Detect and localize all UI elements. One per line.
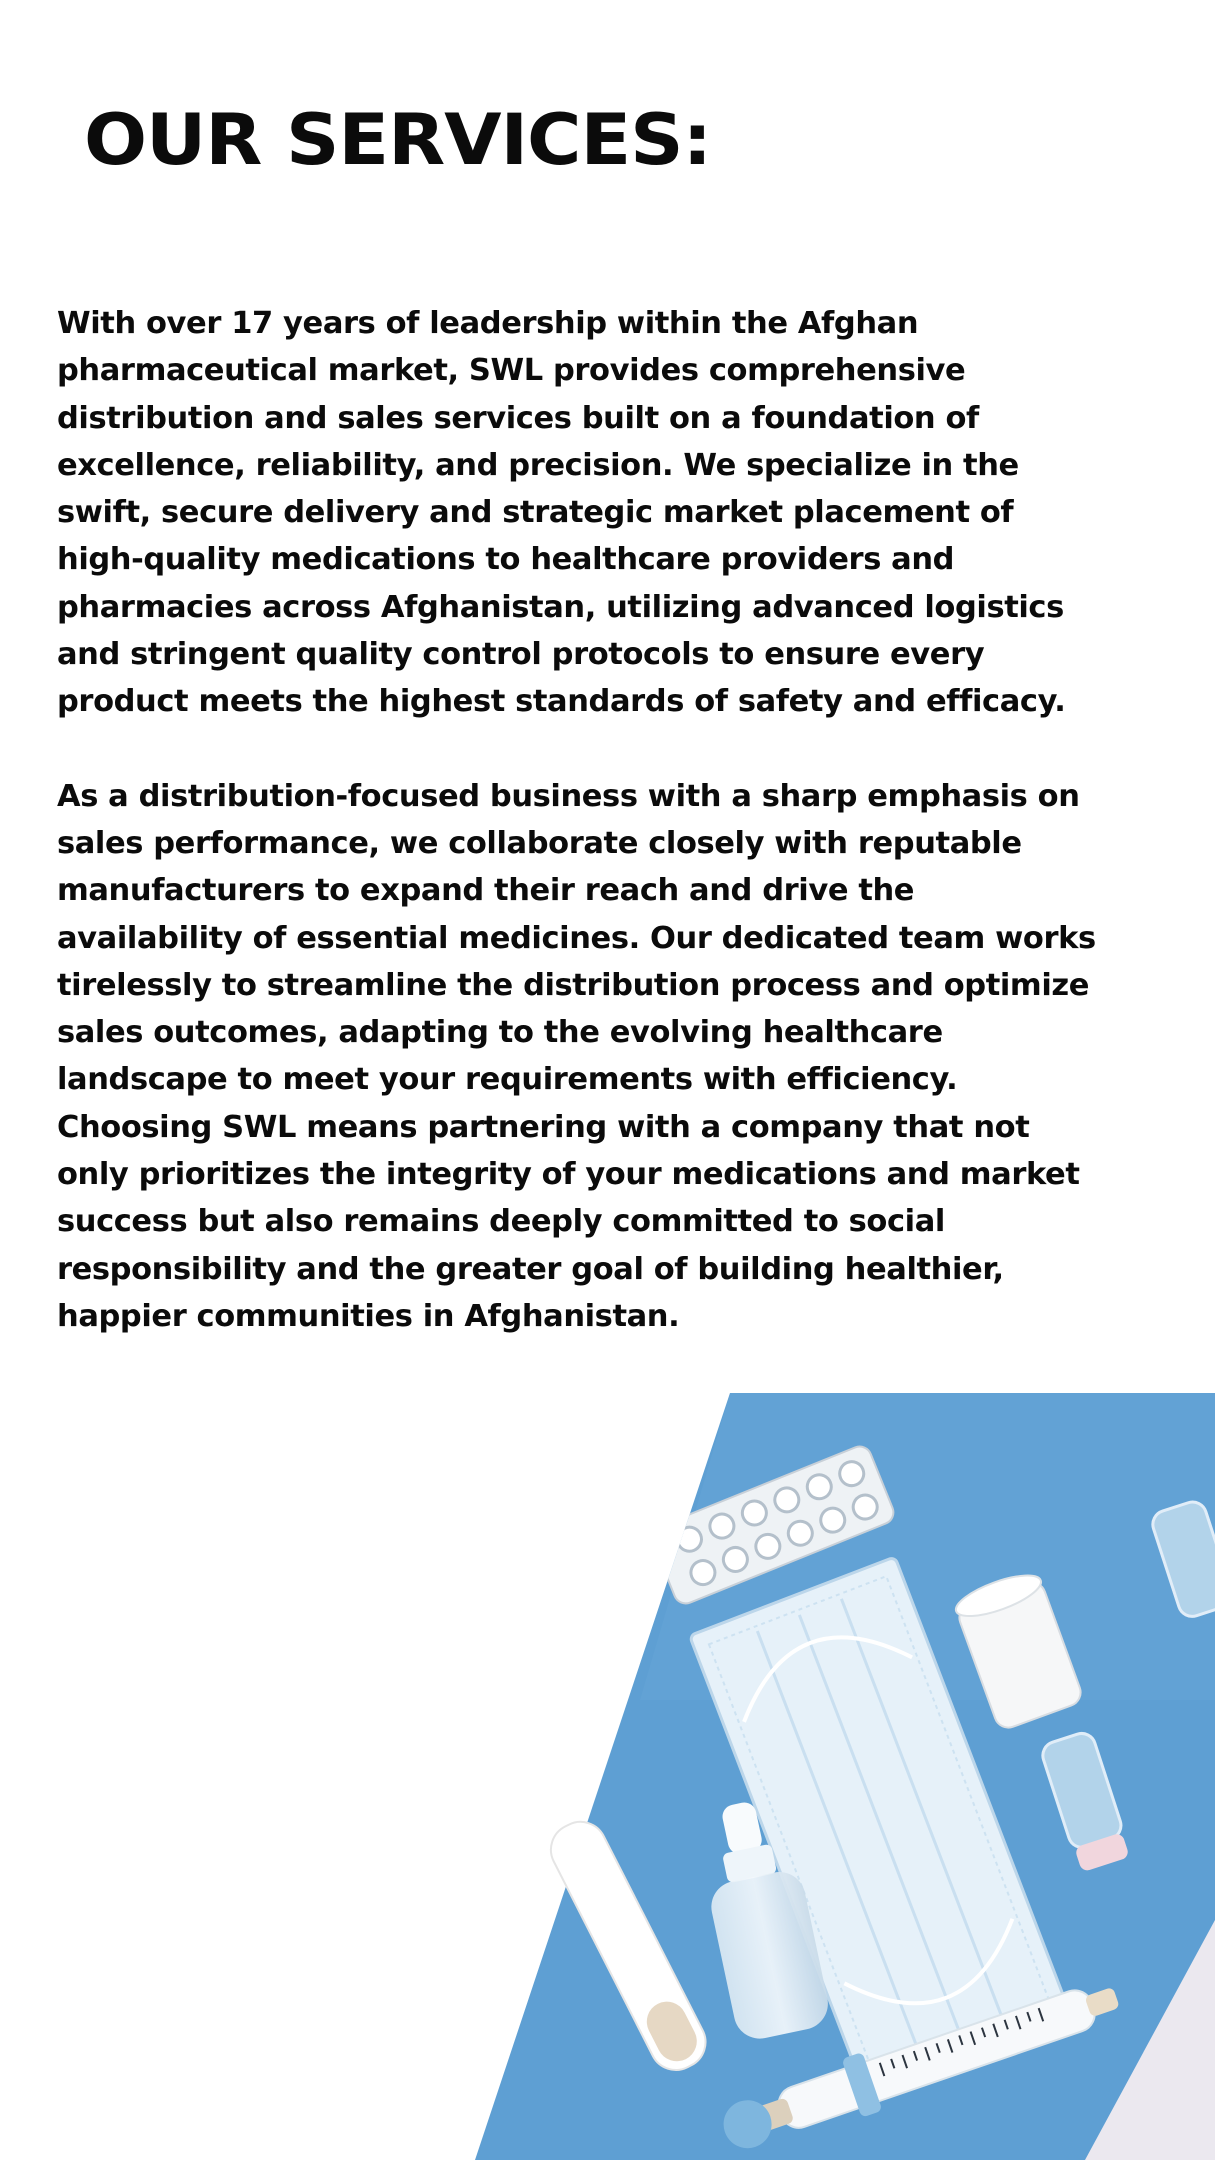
medical-supplies-photo: [0, 1393, 1215, 2160]
distribution-paragraph: As a distribution-focused business with a sharp emphasis on sales performance, we collaborate closely with reputable manufacturers to expand their reach and drive the availability of essential medicines. Our dedicated team works tirelessly to streamline the distribution process and optimize sales outcomes, adapting to the evolving healthcare landscape to meet your requirements with efficiency. Choosing SWL means partnering with a company that not only prioritizes the integrity of your medications and market success but also remains deeply committed to social responsibility and the greater goal of building healthier, happier communities in Afghanistan.: [57, 778, 1096, 1334]
services-description: [57, 300, 1097, 1387]
intro-paragraph: With over 17 years of leadership within the Afghan pharmaceutical market, SWL provides comprehensive distribution and sales services built on a foundation of excellence, reliability, and precision. We specialize in the swift, secure delivery and strategic market placement of high-quality medications to healthcare providers and pharmacies across Afghanistan, utilizing advanced logistics and stringent quality control protocols to ensure every product meets the highest standards of safety and efficacy.: [57, 306, 1066, 720]
page-title: OUR SERVICES:: [84, 99, 712, 181]
